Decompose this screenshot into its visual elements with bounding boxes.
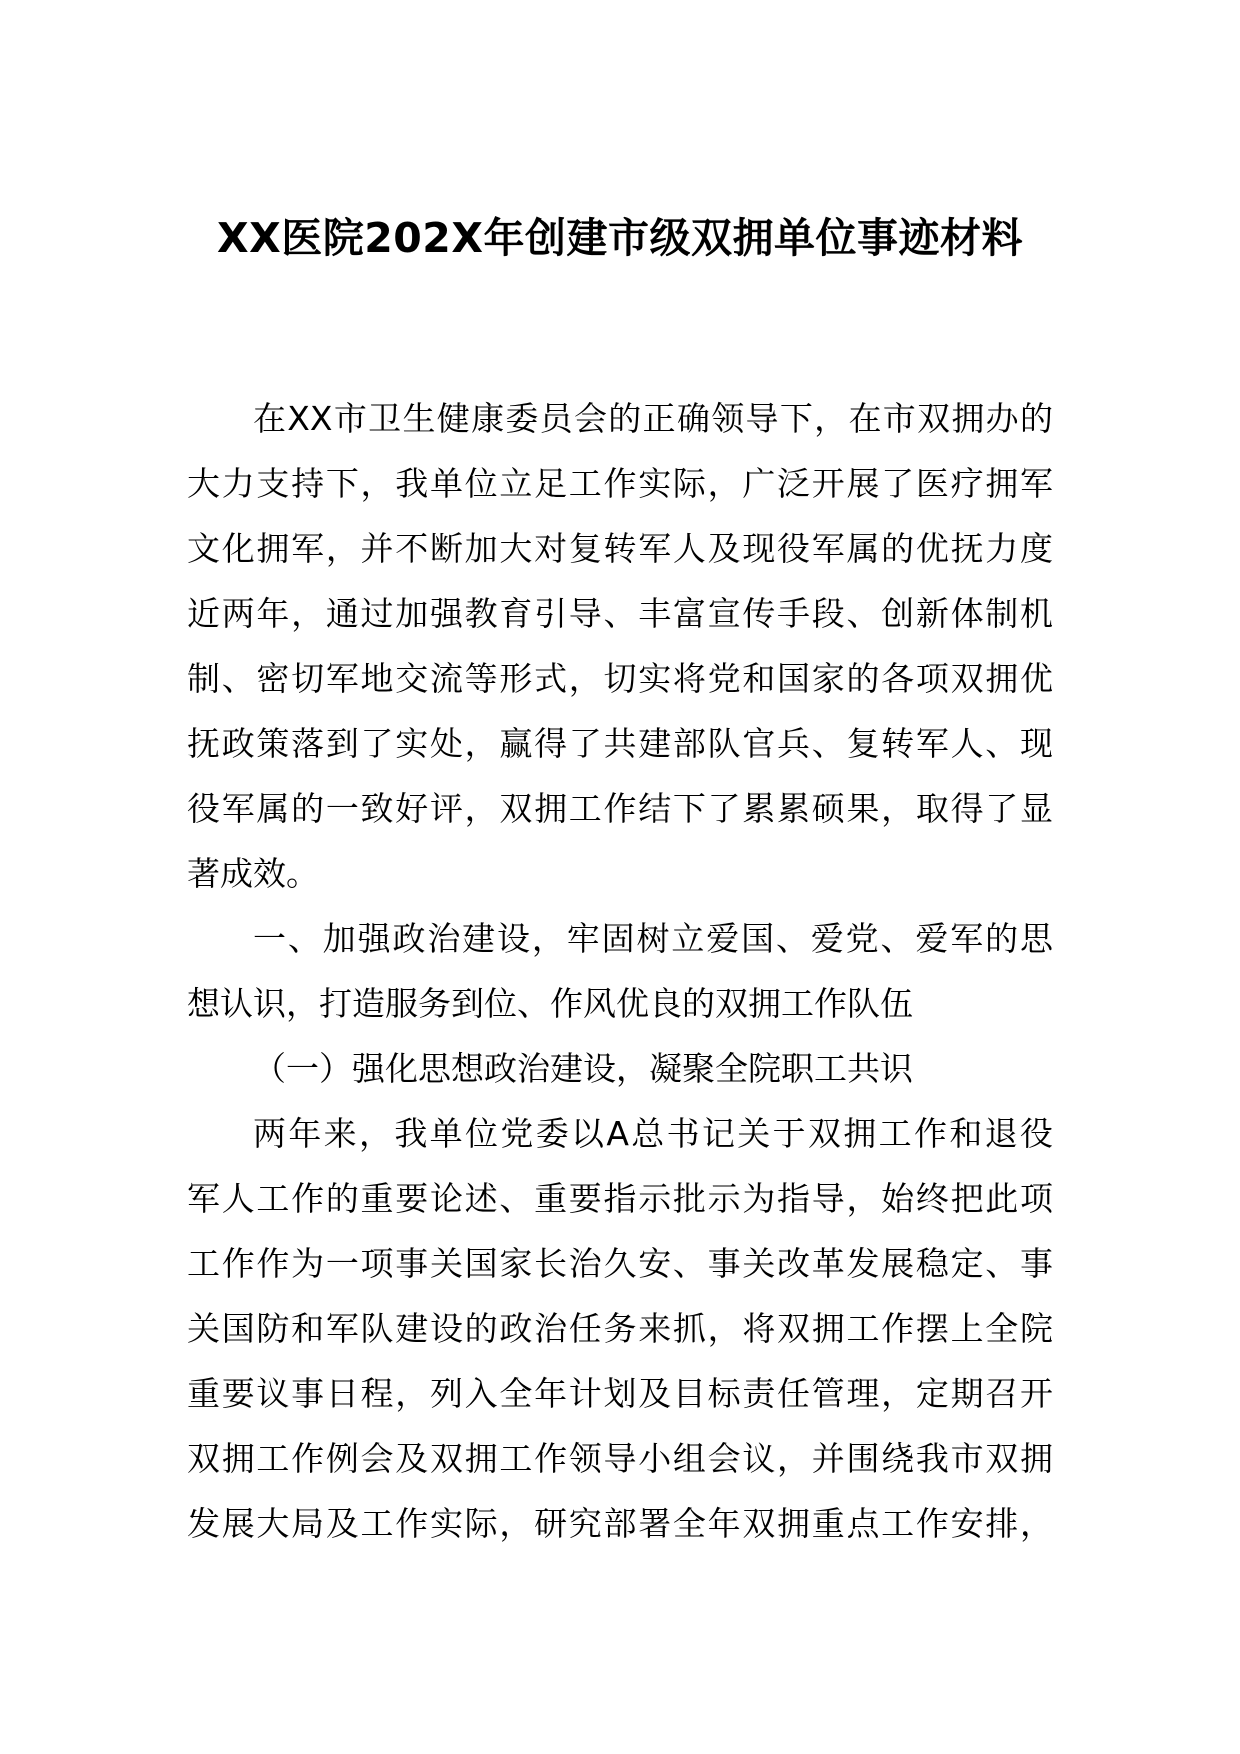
paragraph-line: 抚政策落到了实处，赢得了共建部队官兵、复转军人、现 [187,724,1053,763]
subsection-heading: （一）强化思想政治建设，凝聚全院职工共识 [253,1049,913,1088]
paragraph-line: 近两年，通过加强教育引导、丰富宣传手段、创新体制机 [187,594,1053,633]
paragraph-line: 著成效。 [187,854,319,893]
paragraph-line: 制、密切军地交流等形式，切实将党和国家的各项双拥优 [187,659,1053,698]
paragraph-line: 双拥工作例会及双拥工作领导小组会议，并围绕我市双拥 [187,1439,1053,1478]
document-body [187,386,1053,1556]
paragraph-line: 重要议事日程，列入全年计划及目标责任管理，定期召开 [187,1374,1053,1413]
document-title: XX医院202X年创建市级双拥单位事迹材料 [217,214,1023,262]
paragraph-line: 役军属的一致好评，双拥工作结下了累累硕果，取得了显 [187,789,1053,828]
paragraph-line: 关国防和军队建设的政治任务来抓，将双拥工作摆上全院 [187,1309,1053,1348]
paragraph-line: 军人工作的重要论述、重要指示批示为指导，始终把此项 [187,1179,1053,1218]
paragraph-line: 在XX市卫生健康委员会的正确领导下，在市双拥办的 [253,399,1053,438]
paragraph-line: 两年来，我单位党委以A总书记关于双拥工作和退役 [253,1114,1053,1153]
section-heading-line: 想认识，打造服务到位、作风优良的双拥工作队伍 [187,984,913,1023]
paragraph-line: 文化拥军，并不断加大对复转军人及现役军属的优抚力度 [187,529,1053,568]
paragraph-line: 工作作为一项事关国家长治久安、事关改革发展稳定、事 [187,1244,1053,1283]
paragraph-line: 大力支持下，我单位立足工作实际，广泛开展了医疗拥军 [187,464,1053,503]
paragraph-line: 发展大局及工作实际，研究部署全年双拥重点工作安排， [187,1504,1053,1543]
section-heading-line: 一、加强政治建设，牢固树立爱国、爱党、爱军的思 [253,919,1053,958]
